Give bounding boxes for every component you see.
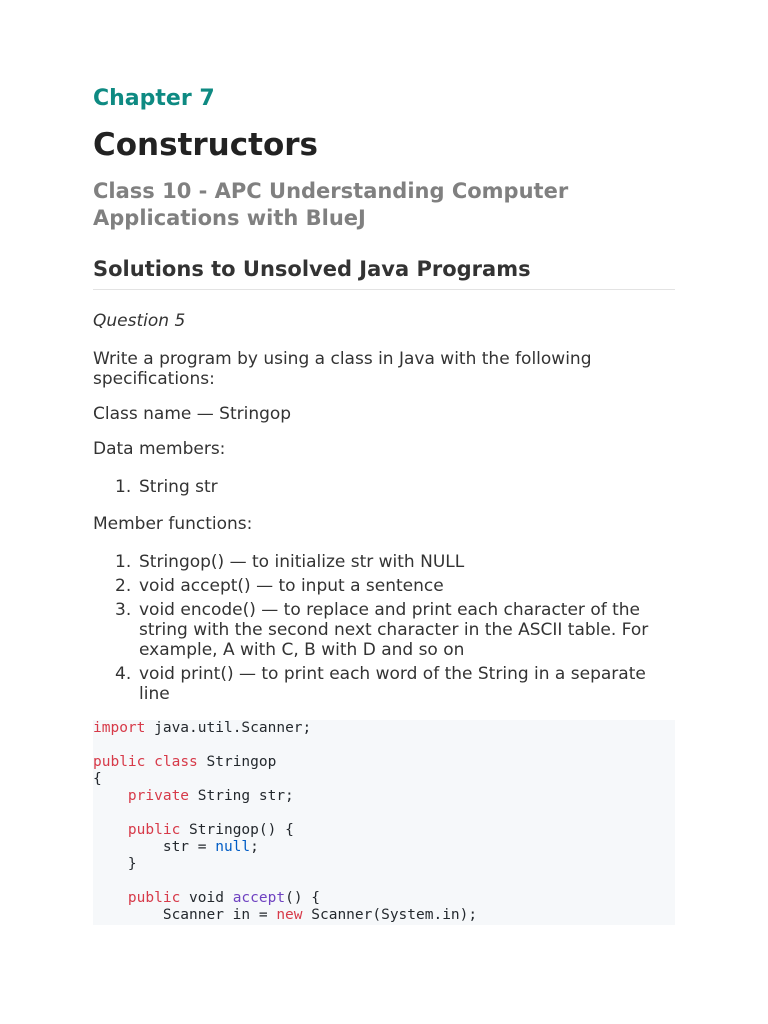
- list-item: [93, 477, 675, 497]
- code-line: [93, 907, 477, 923]
- code-token: java.util.Scanner;: [145, 720, 312, 736]
- heading-divider: [93, 289, 675, 290]
- intro-paragraph: Write a program by using a class in Java with the following specifications:: [93, 349, 592, 389]
- question-label: Question 5: [93, 311, 186, 331]
- section-heading: Solutions to Unsolved Java Programs: [93, 257, 531, 281]
- code-token: Stringop: [197, 754, 277, 770]
- page-title: Constructors: [93, 127, 318, 163]
- member-functions-list: [93, 552, 675, 708]
- code-listing: [93, 720, 477, 924]
- code-token: }: [93, 856, 137, 872]
- code-token: str =: [93, 839, 216, 855]
- list-item-text: void print() — to print each word of the String in a separate line: [139, 664, 646, 704]
- list-item-number: 1.: [115, 477, 132, 497]
- code-line: [93, 856, 137, 872]
- code-token: void: [180, 890, 233, 906]
- list-item: [93, 552, 675, 572]
- code-block: [93, 720, 675, 925]
- code-token-kw: public: [127, 822, 181, 838]
- code-token-kw: public: [93, 754, 146, 770]
- code-token: Scanner in =: [93, 907, 277, 923]
- list-item-text: void accept() — to input a sentence: [139, 576, 444, 596]
- code-token: [145, 754, 154, 770]
- code-token: [93, 822, 128, 838]
- code-token-kw: public: [127, 890, 181, 906]
- code-token: String str;: [189, 788, 294, 804]
- chapter-label: Chapter 7: [93, 86, 215, 111]
- code-token: () {: [285, 890, 321, 906]
- list-item-text: Stringop() — to initialize str with NULL: [139, 552, 465, 572]
- list-item: [93, 576, 675, 596]
- book-subtitle: Class 10 - APC Understanding Computer Applications with BlueJ: [93, 179, 569, 230]
- list-item: [93, 664, 675, 704]
- class-name-paragraph: Class name — Stringop: [93, 404, 292, 424]
- member-functions-label: Member functions:: [93, 514, 253, 534]
- code-token: Stringop() {: [180, 822, 294, 838]
- code-line: [93, 754, 276, 770]
- list-item-number: 2.: [115, 576, 132, 596]
- code-line: [93, 720, 311, 736]
- code-token-kw: new: [276, 907, 303, 923]
- code-token-lit: null: [215, 839, 251, 855]
- data-members-label: Data members:: [93, 439, 226, 459]
- code-token: ;: [250, 839, 259, 855]
- code-token-kw: class: [154, 754, 198, 770]
- code-line: [93, 771, 102, 787]
- list-item: [93, 600, 675, 660]
- code-line: [93, 839, 259, 855]
- code-token-kw: import: [93, 720, 146, 736]
- code-token-kw: private: [127, 788, 190, 804]
- data-members-list: [93, 477, 675, 501]
- list-item-text: void encode() — to replace and print each character of the string with the second next character in the ASCII table. For example, A with C, B with D and so on: [139, 600, 649, 660]
- code-token: {: [93, 771, 102, 787]
- list-item-number: 4.: [115, 664, 132, 684]
- code-line: [93, 822, 294, 838]
- code-token-fn: accept: [232, 890, 286, 906]
- code-line: [93, 890, 320, 906]
- list-item-number: 1.: [115, 552, 132, 572]
- code-line: [93, 788, 294, 804]
- code-token: [93, 788, 128, 804]
- code-token: Scanner(System.in);: [302, 907, 478, 923]
- list-item-number: 3.: [115, 600, 132, 620]
- code-token: [93, 890, 128, 906]
- list-item-text: String str: [139, 477, 218, 497]
